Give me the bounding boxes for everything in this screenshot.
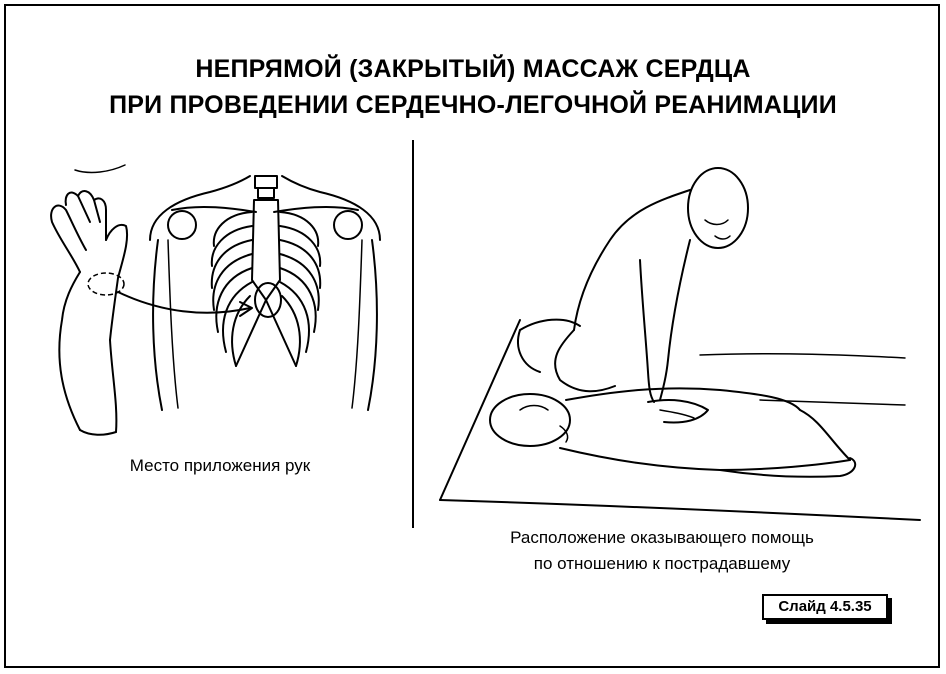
rescuer-position-illustration — [440, 168, 920, 520]
slide-number-badge: Слайд 4.5.35 — [762, 594, 888, 620]
rescuer-position-caption-line1: Расположение оказывающего помощь — [510, 528, 814, 547]
ground-edge-front — [440, 500, 920, 520]
palm-hand-drawing — [51, 165, 127, 435]
ground-edge-left — [440, 320, 520, 500]
rescuer-position-caption-line2: по отношению к пострадавшему — [533, 554, 791, 573]
hand-placement-illustration — [51, 165, 380, 435]
panel-divider — [412, 140, 414, 528]
rib-cage-drawing — [150, 176, 380, 410]
hand-placement-caption: Место приложения рук — [129, 456, 311, 475]
rescuer-drawing — [518, 168, 748, 423]
slide-title-line2: ПРИ ПРОВЕДЕНИИ СЕРДЕЧНО-ЛЕГОЧНОЙ РЕАНИМАЦИИ — [109, 91, 837, 119]
slide-title-line1: НЕПРЯМОЙ (ЗАКРЫТЫЙ) МАССАЖ СЕРДЦА — [195, 55, 751, 83]
